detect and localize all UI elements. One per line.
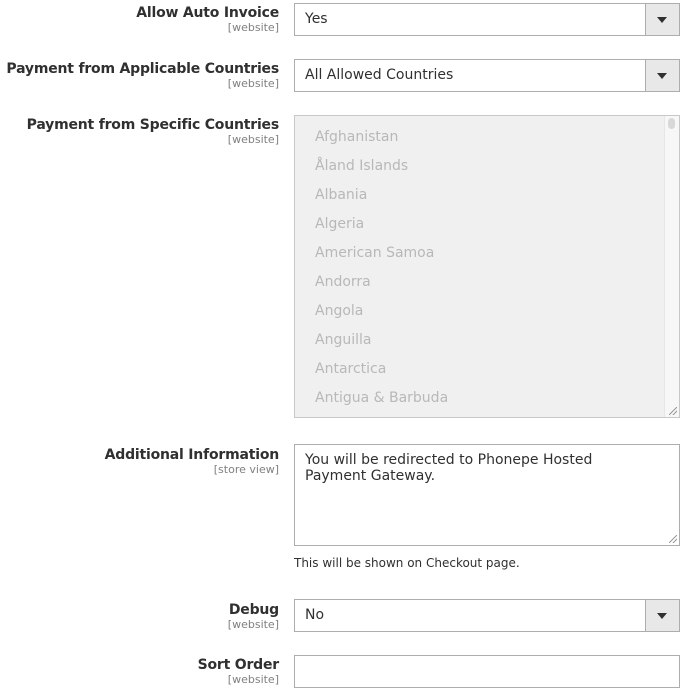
list-item[interactable]: Angola — [315, 303, 364, 319]
field-note: This will be shown on Checkout page. — [294, 556, 520, 570]
resize-grip-icon[interactable] — [669, 407, 677, 415]
list-item[interactable]: Anguilla — [315, 332, 372, 348]
scope-label: [website] — [227, 21, 279, 34]
select-value: No — [305, 607, 325, 623]
field-label-group — [228, 602, 279, 631]
list-item[interactable]: Åland Islands — [315, 158, 409, 174]
scope-label: [store view] — [213, 463, 279, 476]
list-item[interactable]: Algeria — [315, 216, 365, 232]
list-item[interactable]: Antigua & Barbuda — [315, 390, 449, 406]
scrollbar[interactable] — [664, 116, 679, 417]
chevron-down-icon — [657, 613, 667, 619]
textarea-value: You will be redirected to Phonepe Hosted Payment Gateway. — [305, 452, 593, 484]
sort-order-label: Sort Order — [197, 657, 279, 673]
additional-information-label: Additional Information — [104, 447, 279, 463]
specific-countries-label: Payment from Specific Countries — [26, 117, 279, 133]
additional-information-textarea[interactable] — [294, 444, 680, 546]
field-label-group — [6, 61, 279, 90]
dropdown-button[interactable] — [645, 4, 679, 35]
dropdown-button[interactable] — [645, 600, 679, 631]
field-label-group — [198, 657, 279, 686]
list-item[interactable]: Antarctica — [315, 361, 387, 377]
scope-label: [website] — [227, 673, 279, 686]
sort-order-input[interactable] — [294, 655, 680, 688]
field-label-group — [105, 447, 279, 476]
field-label-group — [136, 5, 279, 34]
country-options-list — [315, 126, 448, 416]
specific-countries-multiselect[interactable] — [294, 115, 680, 418]
list-item[interactable]: Afghanistan — [315, 129, 399, 145]
scope-label: [website] — [227, 618, 279, 631]
resize-grip-icon[interactable] — [669, 535, 677, 543]
debug-label: Debug — [228, 602, 279, 618]
dropdown-button[interactable] — [645, 60, 679, 91]
list-item[interactable]: Andorra — [315, 274, 371, 290]
scope-label: [website] — [227, 77, 279, 90]
allow-auto-invoice-select[interactable] — [294, 3, 680, 36]
select-value: Yes — [305, 11, 328, 27]
applicable-countries-select[interactable] — [294, 59, 680, 92]
scope-label: [website] — [227, 133, 279, 146]
debug-select[interactable] — [294, 599, 680, 632]
list-item[interactable]: Albania — [315, 187, 368, 203]
chevron-down-icon — [657, 73, 667, 79]
chevron-down-icon — [657, 17, 667, 23]
list-item[interactable]: American Samoa — [315, 245, 435, 261]
scrollbar-thumb[interactable] — [668, 118, 675, 129]
field-label-group — [27, 117, 279, 146]
applicable-countries-label: Payment from Applicable Countries — [6, 61, 279, 77]
allow-auto-invoice-label: Allow Auto Invoice — [136, 5, 279, 21]
select-value: All Allowed Countries — [305, 67, 454, 83]
